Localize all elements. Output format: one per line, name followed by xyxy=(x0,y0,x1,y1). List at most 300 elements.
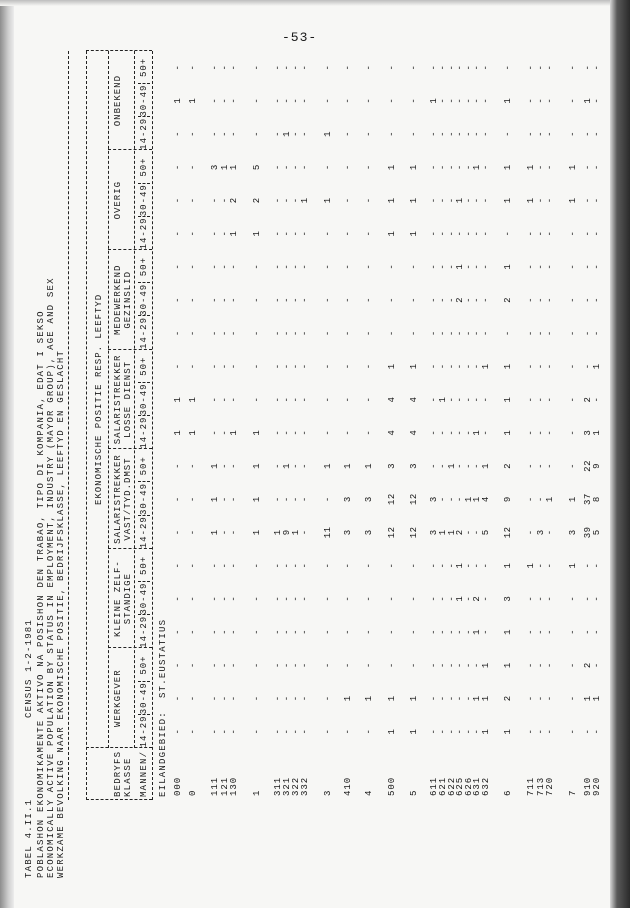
table-cell: - xyxy=(526,595,536,602)
table-cell: - xyxy=(536,728,546,735)
table-cell: - xyxy=(592,164,602,171)
table-cell: - xyxy=(282,263,292,270)
table-cell: 1 xyxy=(229,164,239,171)
table-cell: 1 xyxy=(472,628,482,635)
table-cell: - xyxy=(252,263,262,270)
table-cell: 3 xyxy=(409,462,419,469)
table-cell: - xyxy=(438,562,448,569)
table-cell: - xyxy=(481,64,491,71)
table-cell: - xyxy=(188,197,198,204)
row-code: 632 xyxy=(481,776,491,796)
age-heading: 14-29 xyxy=(139,117,149,150)
table-cell: - xyxy=(300,296,310,303)
table-cell: - xyxy=(464,263,474,270)
table-cell: - xyxy=(455,330,465,337)
table-cell: 1 xyxy=(503,662,513,669)
table-cell: - xyxy=(188,728,198,735)
table-cell: - xyxy=(583,164,593,171)
row-code: 713 xyxy=(536,776,546,796)
table-cell: - xyxy=(481,197,491,204)
table-cell: - xyxy=(252,628,262,635)
table-cell: - xyxy=(173,496,183,503)
table-cell: - xyxy=(447,429,457,436)
table-cell: 1 xyxy=(387,728,397,735)
table-cell: - xyxy=(429,396,439,403)
table-cell: - xyxy=(583,130,593,137)
table-cell: - xyxy=(220,64,230,71)
table-cell: 4 xyxy=(387,396,397,403)
table-cell: - xyxy=(364,728,374,735)
table-cell: 3 xyxy=(364,529,374,536)
table-cell: - xyxy=(464,363,474,370)
table-cell: - xyxy=(568,595,578,602)
table-cell: 1 xyxy=(481,363,491,370)
table-cell: - xyxy=(409,64,419,71)
table-cell: 4 xyxy=(409,429,419,436)
table-cell: - xyxy=(568,728,578,735)
table-cell: - xyxy=(229,695,239,702)
table-cell: - xyxy=(387,97,397,104)
rule-header-top xyxy=(86,51,87,800)
table-cell: - xyxy=(536,130,546,137)
table-cell: - xyxy=(252,396,262,403)
table-cell: - xyxy=(210,296,220,303)
table-cell: 4 xyxy=(481,496,491,503)
row-code: 4 xyxy=(364,789,374,796)
table-cell: - xyxy=(472,562,482,569)
table-cell: - xyxy=(481,130,491,137)
table-cell: - xyxy=(364,164,374,171)
table-cell: 3 xyxy=(583,429,593,436)
table-cell: - xyxy=(364,662,374,669)
table-cell: 1 xyxy=(364,695,374,702)
table-cell: 1 xyxy=(409,695,419,702)
table-cell: - xyxy=(210,64,220,71)
row-code: 631 xyxy=(472,776,482,796)
table-cell: - xyxy=(429,64,439,71)
table-cell: 1 xyxy=(409,164,419,171)
table-cell: - xyxy=(188,496,198,503)
age-heading: 14-29 xyxy=(139,516,149,549)
table-cell: - xyxy=(481,263,491,270)
table-cell: - xyxy=(409,130,419,137)
table-cell: - xyxy=(282,330,292,337)
table-cell: - xyxy=(464,396,474,403)
table-cell: - xyxy=(526,529,536,536)
table-cell: - xyxy=(438,263,448,270)
table-cell: - xyxy=(455,396,465,403)
table-cell: - xyxy=(282,595,292,602)
table-cell: - xyxy=(429,263,439,270)
table-cell: - xyxy=(173,330,183,337)
age-heading: 50+ xyxy=(139,655,149,675)
table-cell: - xyxy=(583,197,593,204)
table-cell: - xyxy=(220,695,230,702)
table-cell: 1 xyxy=(291,529,301,536)
table-cell: - xyxy=(173,197,183,204)
table-cell: - xyxy=(300,662,310,669)
table-cell: 12 xyxy=(503,526,513,539)
table-cell: - xyxy=(429,363,439,370)
table-cell: - xyxy=(291,496,301,503)
table-cell: - xyxy=(210,97,220,104)
table-cell: - xyxy=(545,429,555,436)
table-cell: - xyxy=(343,628,353,635)
table-cell: - xyxy=(429,130,439,137)
table-cell: - xyxy=(364,562,374,569)
table-cell: - xyxy=(173,695,183,702)
table-cell: - xyxy=(545,562,555,569)
table-cell: - xyxy=(364,296,374,303)
table-cell: - xyxy=(220,562,230,569)
group-heading: SALARISTREKKER xyxy=(113,454,123,544)
table-cell: - xyxy=(387,562,397,569)
table-cell: - xyxy=(173,462,183,469)
table-cell: - xyxy=(229,263,239,270)
table-cell: - xyxy=(188,330,198,337)
group-subheading: GEZINSLID xyxy=(123,271,133,329)
table-cell: - xyxy=(438,296,448,303)
table-cell: - xyxy=(364,230,374,237)
table-cell: - xyxy=(210,130,220,137)
table-cell: - xyxy=(568,64,578,71)
table-cell: - xyxy=(409,330,419,337)
table-cell: 2 xyxy=(229,197,239,204)
table-cell: - xyxy=(188,363,198,370)
table-cell: 1 xyxy=(447,462,457,469)
table-cell: 2 xyxy=(583,662,593,669)
table-cell: 1 xyxy=(438,529,448,536)
table-cell: - xyxy=(210,363,220,370)
table-cell: - xyxy=(481,296,491,303)
table-cell: 1 xyxy=(545,496,555,503)
table-cell: 1 xyxy=(503,396,513,403)
table-cell: - xyxy=(472,130,482,137)
table-cell: - xyxy=(536,296,546,303)
table-cell: - xyxy=(568,97,578,104)
table-cell: - xyxy=(472,462,482,469)
table-cell: 1 xyxy=(526,197,536,204)
table-cell: - xyxy=(526,230,536,237)
table-cell: 3 xyxy=(210,164,220,171)
table-cell: - xyxy=(220,230,230,237)
table-cell: 1 xyxy=(503,429,513,436)
table-cell: - xyxy=(481,97,491,104)
table-cell: 1 xyxy=(282,462,292,469)
table-cell: 1 xyxy=(229,429,239,436)
title-dutch: WERKZAME BEVOLKING NAAR EKONOMISCHE POSITIE, BEDRIJFSKLASSE, LEEFTYD EN GESLACHT xyxy=(56,349,66,878)
age-heading: 30-49 xyxy=(139,283,149,316)
table-cell: - xyxy=(387,662,397,669)
table-cell: 1 xyxy=(387,695,397,702)
table-cell: 1 xyxy=(300,197,310,204)
age-heading: 30-49 xyxy=(139,682,149,715)
table-cell: - xyxy=(229,562,239,569)
table-cell: - xyxy=(568,330,578,337)
table-cell: - xyxy=(300,529,310,536)
table-cell: - xyxy=(252,363,262,370)
table-cell: - xyxy=(291,728,301,735)
table-cell: - xyxy=(429,628,439,635)
row-code: 111 xyxy=(210,776,220,796)
table-cell: - xyxy=(229,529,239,536)
table-cell: - xyxy=(583,296,593,303)
table-cell: - xyxy=(291,230,301,237)
table-cell: - xyxy=(447,164,457,171)
table-cell: 3 xyxy=(536,529,546,536)
rule-top xyxy=(68,51,69,800)
table-cell: - xyxy=(464,296,474,303)
table-cell: 2 xyxy=(583,396,593,403)
table-cell: - xyxy=(229,97,239,104)
table-cell: 1 xyxy=(592,363,602,370)
table-cell: 1 xyxy=(503,197,513,204)
table-cell: - xyxy=(323,296,333,303)
table-cell: - xyxy=(438,728,448,735)
table-cell: - xyxy=(526,429,536,436)
table-cell: 1 xyxy=(568,562,578,569)
table-cell: - xyxy=(472,263,482,270)
table-cell: 39 xyxy=(583,526,593,539)
table-cell: - xyxy=(447,64,457,71)
table-cell: - xyxy=(188,595,198,602)
table-cell: - xyxy=(220,396,230,403)
table-cell: - xyxy=(282,728,292,735)
table-cell: - xyxy=(291,130,301,137)
table-cell: - xyxy=(273,595,283,602)
table-cell: 1 xyxy=(568,496,578,503)
table-cell: 1 xyxy=(438,396,448,403)
table-cell: - xyxy=(438,197,448,204)
table-cell: - xyxy=(526,695,536,702)
table-cell: - xyxy=(343,728,353,735)
table-cell: - xyxy=(252,695,262,702)
table-cell: - xyxy=(447,728,457,735)
table-cell: - xyxy=(472,64,482,71)
table-cell: - xyxy=(273,230,283,237)
table-cell: - xyxy=(438,64,448,71)
table-cell: - xyxy=(273,164,283,171)
table-cell: - xyxy=(273,263,283,270)
table-cell: - xyxy=(455,496,465,503)
age-heading: 30-49 xyxy=(139,582,149,615)
row-code: 332 xyxy=(300,776,310,796)
table-cell: - xyxy=(291,429,301,436)
table-cell: - xyxy=(220,296,230,303)
table-cell: - xyxy=(592,728,602,735)
table-cell: - xyxy=(282,496,292,503)
table-cell: - xyxy=(273,695,283,702)
table-cell: 1 xyxy=(252,230,262,237)
table-cell: - xyxy=(188,529,198,536)
table-cell: - xyxy=(210,628,220,635)
table-cell: - xyxy=(429,197,439,204)
table-cell: - xyxy=(229,728,239,735)
table-cell: - xyxy=(291,695,301,702)
table-cell: - xyxy=(536,330,546,337)
table-cell: - xyxy=(343,330,353,337)
table-cell: 1 xyxy=(503,97,513,104)
table-cell: 4 xyxy=(387,429,397,436)
table-cell: 9 xyxy=(503,496,513,503)
table-cell: - xyxy=(173,230,183,237)
table-cell: - xyxy=(210,595,220,602)
table-cell: 1 xyxy=(472,496,482,503)
table-cell: - xyxy=(526,130,536,137)
table-cell: - xyxy=(364,64,374,71)
census-date: CENSUS 1-2-1981 xyxy=(24,618,34,718)
table-cell: - xyxy=(429,164,439,171)
table-cell: - xyxy=(583,562,593,569)
table-cell: - xyxy=(481,595,491,602)
table-cell: - xyxy=(472,330,482,337)
table-cell: - xyxy=(282,97,292,104)
table-cell: - xyxy=(273,562,283,569)
table-cell: - xyxy=(464,64,474,71)
table-cell: - xyxy=(173,263,183,270)
group-heading: SALARISTREKKER xyxy=(113,354,123,445)
table-cell: - xyxy=(464,429,474,436)
table-cell: - xyxy=(447,396,457,403)
table-cell: - xyxy=(364,263,374,270)
row-code: 711 xyxy=(526,776,536,796)
table-cell: - xyxy=(438,496,448,503)
table-cell: - xyxy=(464,197,474,204)
table-cell: 1 xyxy=(188,97,198,104)
table-cell: - xyxy=(438,230,448,237)
rule-groups xyxy=(134,51,135,748)
table-cell: 3 xyxy=(429,529,439,536)
table-cell: - xyxy=(536,396,546,403)
table-cell: 1 xyxy=(568,197,578,204)
age-heading: 50+ xyxy=(139,456,149,476)
table-cell: - xyxy=(282,562,292,569)
table-cell: - xyxy=(343,230,353,237)
table-cell: - xyxy=(323,728,333,735)
table-cell: 1 xyxy=(455,263,465,270)
table-cell: - xyxy=(545,728,555,735)
table-cell: - xyxy=(173,363,183,370)
table-cell: - xyxy=(455,429,465,436)
table-cell: - xyxy=(220,429,230,436)
table-cell: - xyxy=(210,562,220,569)
table-cell: - xyxy=(545,296,555,303)
island-heading: EILANDGEBIED: ST.EUSTATIUS xyxy=(158,618,168,797)
table-cell: - xyxy=(464,97,474,104)
table-cell: - xyxy=(323,628,333,635)
table-cell: - xyxy=(472,662,482,669)
table-cell: - xyxy=(229,595,239,602)
table-cell: - xyxy=(273,462,283,469)
table-cell: 1 xyxy=(323,462,333,469)
table-cell: 9 xyxy=(592,462,602,469)
row-code: 7 xyxy=(568,789,578,796)
table-cell: - xyxy=(291,263,301,270)
table-cell: - xyxy=(220,462,230,469)
table-cell: - xyxy=(323,263,333,270)
table-cell: 11 xyxy=(323,526,333,539)
table-cell: - xyxy=(447,97,457,104)
table-cell: - xyxy=(455,662,465,669)
table-cell: 4 xyxy=(409,396,419,403)
table-cell: - xyxy=(592,263,602,270)
table-cell: - xyxy=(545,330,555,337)
table-cell: - xyxy=(188,628,198,635)
table-cell: - xyxy=(300,496,310,503)
table-cell: - xyxy=(481,396,491,403)
table-cell: - xyxy=(526,97,536,104)
row-code: 611 xyxy=(429,776,439,796)
table-cell: - xyxy=(220,363,230,370)
table-cell: - xyxy=(323,595,333,602)
table-cell: - xyxy=(188,695,198,702)
table-cell: - xyxy=(364,628,374,635)
table-cell: - xyxy=(229,628,239,635)
table-cell: 1 xyxy=(481,695,491,702)
table-cell: 1 xyxy=(229,230,239,237)
column-header-klasse: KLASSE xyxy=(123,757,133,797)
table-cell: - xyxy=(447,197,457,204)
table-number: TABEL 4.II.1 xyxy=(24,798,34,878)
table-cell: 2 xyxy=(455,296,465,303)
table-cell: - xyxy=(568,429,578,436)
table-cell: 1 xyxy=(173,429,183,436)
table-cell: - xyxy=(291,296,301,303)
table-cell: - xyxy=(210,197,220,204)
table-cell: 2 xyxy=(252,197,262,204)
table-cell: 2 xyxy=(455,529,465,536)
title-papiamentu: POBLASHON EKONOMIKAMENTE AKTIVO NA POSISHON DEN TRABAO, TIPO DI KOMPANIA, EDAT I SEKSO xyxy=(36,310,46,878)
table-cell: - xyxy=(438,164,448,171)
table-cell: - xyxy=(503,64,513,71)
page-number: -53- xyxy=(282,30,318,45)
table-cell: - xyxy=(545,97,555,104)
table-cell: - xyxy=(526,64,536,71)
table-cell: 1 xyxy=(503,164,513,171)
table-cell: - xyxy=(343,562,353,569)
table-cell: 1 xyxy=(364,462,374,469)
table-cell: - xyxy=(300,628,310,635)
table-cell: - xyxy=(282,396,292,403)
table-cell: - xyxy=(503,130,513,137)
table-cell: - xyxy=(592,197,602,204)
table-cell: 8 xyxy=(592,496,602,503)
table-cell: - xyxy=(173,164,183,171)
table-cell: - xyxy=(343,662,353,669)
table-cell: - xyxy=(300,462,310,469)
table-cell: - xyxy=(481,429,491,436)
table-cell: - xyxy=(536,429,546,436)
table-cell: - xyxy=(447,628,457,635)
table-cell: - xyxy=(592,396,602,403)
table-cell: - xyxy=(188,296,198,303)
table-cell: - xyxy=(188,164,198,171)
table-cell: 1 xyxy=(387,230,397,237)
table-cell: - xyxy=(173,296,183,303)
row-code: 626 xyxy=(464,776,474,796)
age-heading: 50+ xyxy=(139,157,149,177)
table-cell: 1 xyxy=(343,462,353,469)
table-cell: - xyxy=(220,595,230,602)
table-cell: - xyxy=(447,562,457,569)
table-cell: - xyxy=(364,363,374,370)
table-cell: - xyxy=(291,628,301,635)
table-cell: - xyxy=(173,628,183,635)
table-cell: - xyxy=(592,230,602,237)
table-cell: - xyxy=(592,562,602,569)
row-code: 910 xyxy=(583,776,593,796)
age-heading: 30-49 xyxy=(139,383,149,416)
